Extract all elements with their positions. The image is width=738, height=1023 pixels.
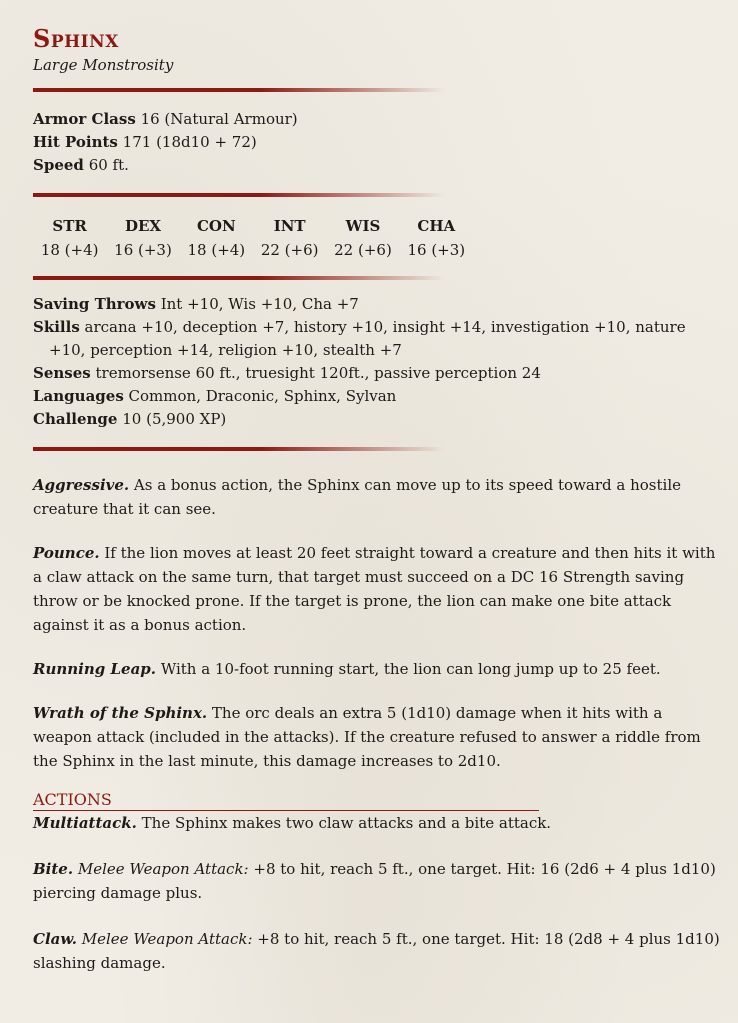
ability-value: 16 (+3) (407, 241, 466, 259)
ability-value: 16 (+3) (114, 241, 172, 259)
ability-dex (106, 214, 179, 262)
ability-scores (33, 214, 473, 262)
trait-running-leap (33, 657, 723, 681)
languages-value: Common, Draconic, Sphinx, Sylvan (128, 387, 397, 405)
action-type: Melee Weapon Attack: (77, 860, 249, 878)
trait-name: Pounce. (33, 544, 100, 562)
divider-rule (33, 88, 445, 92)
trait-text: With a 10-foot running start, the lion can long jump up to 25 feet. (160, 660, 661, 678)
senses-value: tremorsense 60 ft., truesight 120ft., passive perception 24 (95, 364, 541, 382)
ability-key: STR (52, 217, 87, 235)
trait-aggressive (33, 473, 723, 521)
saving-throws-line (33, 293, 723, 316)
saving-throws-value: Int +10, Wis +10, Cha +7 (160, 295, 359, 313)
trait-text: If the lion moves at least 20 feet straight toward a creature and then hits it with a claw attack on the same turn, that target must succeed on a DC 16 Strength saving throw or be knocked prone. If the target is prone, the lion can make one bite attack against it as a bonus action. (33, 544, 716, 634)
challenge-value: 10 (5,900 XP) (122, 410, 227, 428)
action-name: Multiattack. (33, 814, 137, 832)
skills-label: Skills (33, 318, 80, 336)
speed-line (33, 154, 723, 177)
detail-stats (33, 293, 723, 431)
senses-label: Senses (33, 364, 91, 382)
ability-value: 18 (+4) (40, 241, 99, 259)
hit-points-label: Hit Points (33, 133, 118, 151)
ability-cha (400, 214, 473, 262)
ability-con (180, 214, 253, 262)
trait-wrath (33, 701, 723, 773)
action-bite (33, 857, 723, 905)
hit-points-line (33, 131, 723, 154)
stat-block (33, 24, 723, 975)
divider-rule (33, 193, 445, 197)
ability-key: CON (196, 217, 236, 235)
action-text: +8 to hit, reach 5 ft., one target. Hit: 16 (2d6 + 4 plus 1d10) piercing damage plus. (33, 860, 716, 902)
divider-rule (33, 447, 445, 451)
ability-key: INT (273, 217, 306, 235)
ability-key: WIS (345, 217, 381, 235)
ability-value: 22 (+6) (334, 241, 392, 259)
action-multiattack (33, 811, 723, 835)
languages-line (33, 385, 723, 408)
ability-str (33, 214, 106, 262)
ability-wis (326, 214, 399, 262)
ability-value: 18 (+4) (187, 241, 246, 259)
traits (33, 473, 723, 773)
armor-class-line (33, 108, 723, 131)
hit-points-value: 171 (18d10 + 72) (122, 133, 257, 151)
trait-name: Aggressive. (33, 476, 130, 494)
languages-label: Languages (33, 387, 124, 405)
action-name: Bite. (33, 860, 74, 878)
trait-name: Wrath of the Sphinx. (33, 704, 208, 722)
senses-line (33, 362, 723, 385)
action-text: +8 to hit, reach 5 ft., one target. Hit: 18 (2d8 + 4 plus 1d10) slashing damage. (33, 930, 720, 972)
armor-class-label: Armor Class (33, 110, 136, 128)
saving-throws-label: Saving Throws (33, 295, 156, 313)
skills-line (33, 316, 723, 362)
action-text: The Sphinx makes two claw attacks and a bite attack. (141, 814, 552, 832)
speed-label: Speed (33, 156, 84, 174)
ability-key: DEX (124, 217, 162, 235)
ability-value: 22 (+6) (260, 241, 319, 259)
trait-name: Running Leap. (33, 660, 157, 678)
trait-text: As a bonus action, the Sphinx can move up to its speed toward a hostile creature that it can see. (33, 476, 682, 518)
challenge-line (33, 408, 723, 431)
divider-rule (33, 276, 445, 280)
challenge-label: Challenge (33, 410, 118, 428)
action-claw (33, 927, 723, 975)
trait-pounce (33, 541, 723, 637)
ability-int (253, 214, 326, 262)
monster-name: Sphinx (33, 24, 119, 53)
armor-class-value: 16 (Natural Armour) (140, 110, 298, 128)
action-name: Claw. (33, 930, 77, 948)
skills-value: arcana +10, deception +7, history +10, insight +14, investigation +10, nature +10, perception +14, religion +10, stealth +7 (49, 318, 686, 359)
ability-key: CHA (417, 217, 456, 235)
actions-header: ACTIONS (33, 790, 539, 811)
core-stats (33, 108, 723, 177)
monster-type: Large Monstrosity (33, 56, 174, 74)
actions-section (33, 790, 723, 975)
action-type: Melee Weapon Attack: (81, 930, 253, 948)
trait-text: The orc deals an extra 5 (1d10) damage when it hits with a weapon attack (included in the attacks). If the creature refused to answer a riddle from the Sphinx in the last minute, this damage increases to 2d10. (33, 704, 701, 770)
speed-value: 60 ft. (88, 156, 129, 174)
